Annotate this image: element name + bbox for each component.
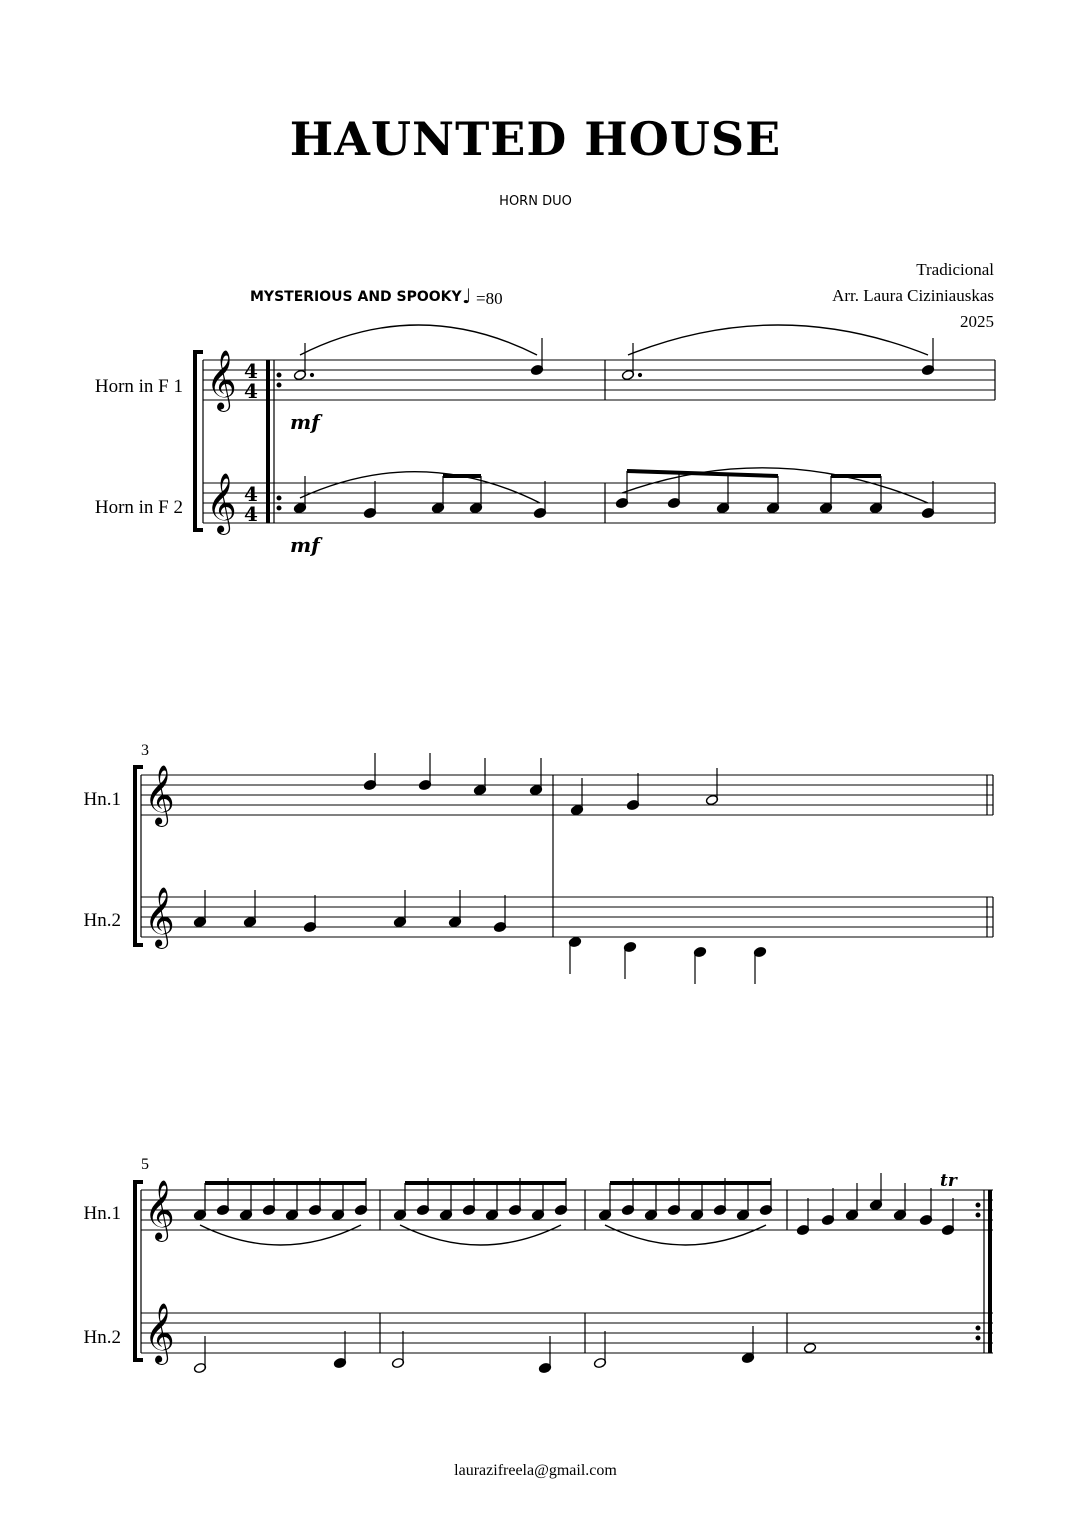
instrument-label-hn1-system3: Hn.1: [83, 1203, 121, 1224]
instrument-label-hn2-system2: Hn.2: [83, 910, 121, 931]
repeat-dots: [976, 1203, 980, 1207]
treble-clef-icon: 𝄞: [144, 1180, 175, 1240]
arranger: Arr. Laura Ciziniauskas: [832, 286, 994, 305]
slur: [605, 1225, 766, 1245]
time-signature-top: 4: [244, 359, 258, 383]
tempo-value: =80: [476, 289, 503, 308]
time-signature-bottom: 4: [244, 502, 258, 526]
treble-clef-icon: 𝄞: [144, 765, 175, 825]
slur: [300, 472, 540, 503]
instrument-label-horn-2: Horn in F 2: [94, 497, 183, 518]
year: 2025: [960, 312, 994, 331]
quarter-note-icon: ♩: [462, 284, 472, 308]
note-head: [803, 1342, 816, 1353]
slur: [200, 1225, 361, 1245]
dynamic-mf-horn-1: mf: [290, 410, 320, 434]
treble-clef-icon: 𝄞: [206, 473, 237, 533]
slur: [400, 1225, 561, 1245]
time-signature-bottom: 4: [244, 379, 258, 403]
system-1-bracket: [195, 352, 203, 530]
treble-clef-icon: 𝄞: [206, 350, 237, 410]
instrument-label-hn1-system2: Hn.1: [83, 789, 121, 810]
measure-number-5: 5: [141, 1156, 149, 1173]
slur: [628, 325, 928, 355]
dot: [638, 373, 641, 376]
time-signature-top: 4: [244, 482, 258, 506]
footer-email[interactable]: laurazifreela@gmail.com: [454, 1462, 617, 1479]
slur: [300, 325, 537, 355]
repeat-dots: [277, 506, 281, 510]
measure-number-3: 3: [141, 742, 149, 759]
composer: Tradicional: [916, 260, 994, 279]
system-2-bracket: [135, 767, 143, 945]
dynamic-mf-horn-2: mf: [290, 533, 320, 557]
repeat-dots: [277, 496, 281, 500]
instrument-label-horn-1: Horn in F 1: [94, 376, 183, 397]
repeat-dots: [277, 373, 281, 377]
repeat-dots: [976, 1326, 980, 1330]
repeat-dots: [277, 383, 281, 387]
instrument-label-hn2-system3: Hn.2: [83, 1327, 121, 1348]
treble-clef-icon: 𝄞: [144, 887, 175, 947]
tempo-marking: MYSTERIOUS AND SPOOKY: [250, 289, 462, 305]
dot: [310, 373, 313, 376]
repeat-dots: [976, 1336, 980, 1340]
score-title: HAUNTED HOUSE: [289, 112, 782, 166]
trill-mark: tr: [940, 1171, 957, 1191]
repeat-dots: [976, 1213, 980, 1217]
score-subtitle: HORN DUO: [499, 194, 572, 209]
treble-clef-icon: 𝄞: [144, 1303, 175, 1363]
